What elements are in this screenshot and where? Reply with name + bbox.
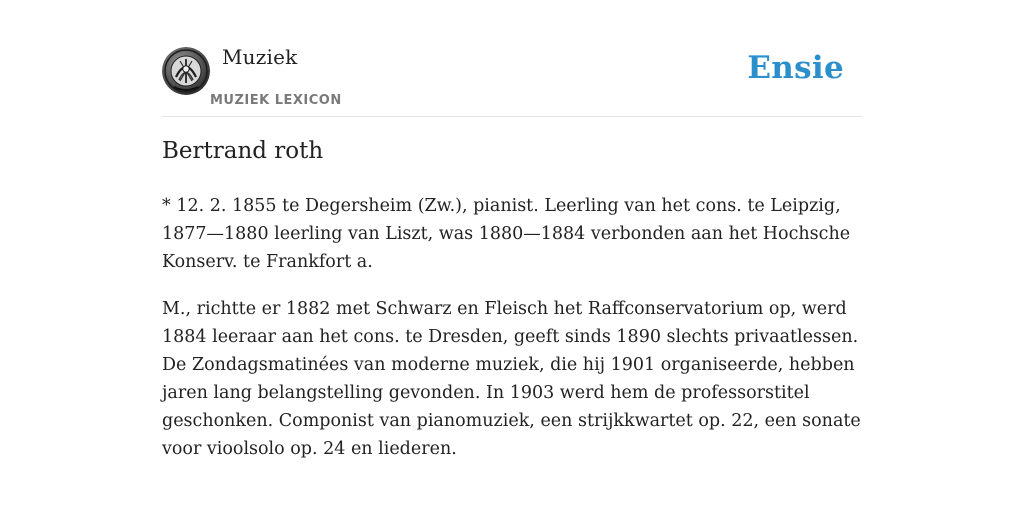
site-subtitle[interactable]: MUZIEK LEXICON — [210, 93, 342, 108]
brand-logo[interactable]: Ensie — [747, 50, 844, 86]
music-emblem-icon — [162, 47, 210, 95]
article-title: Bertrand roth — [162, 138, 324, 164]
article-paragraph: M., richtte er 1882 met Schwarz en Fleisch het Raffconservatorium op, werd 1884 leeraar aan het cons. te Dresden, geeft sinds 1890 slechts privaatlessen. De Zondagsmatinées van moderne muziek, die hij 1901 organiseerde, hebben jaren lang belangstelling gevonden. In 1903 werd hem de professorstitel geschonken. Componist van pianomuziek, een strijkkwartet op. 22, een sonate voor vioolsolo op. 24 en liederen. — [162, 299, 861, 459]
site-name[interactable]: Muziek — [222, 45, 298, 69]
article-body — [162, 192, 862, 482]
avatar[interactable] — [162, 47, 210, 95]
article-paragraph: * 12. 2. 1855 te Degersheim (Zw.), pianist. Leerling van het cons. te Leipzig, 1877—1880 leerling van Liszt, was 1880—1884 verbonden aan het Hochsche Konserv. te Frankfort a. — [162, 196, 851, 272]
header — [162, 44, 862, 117]
